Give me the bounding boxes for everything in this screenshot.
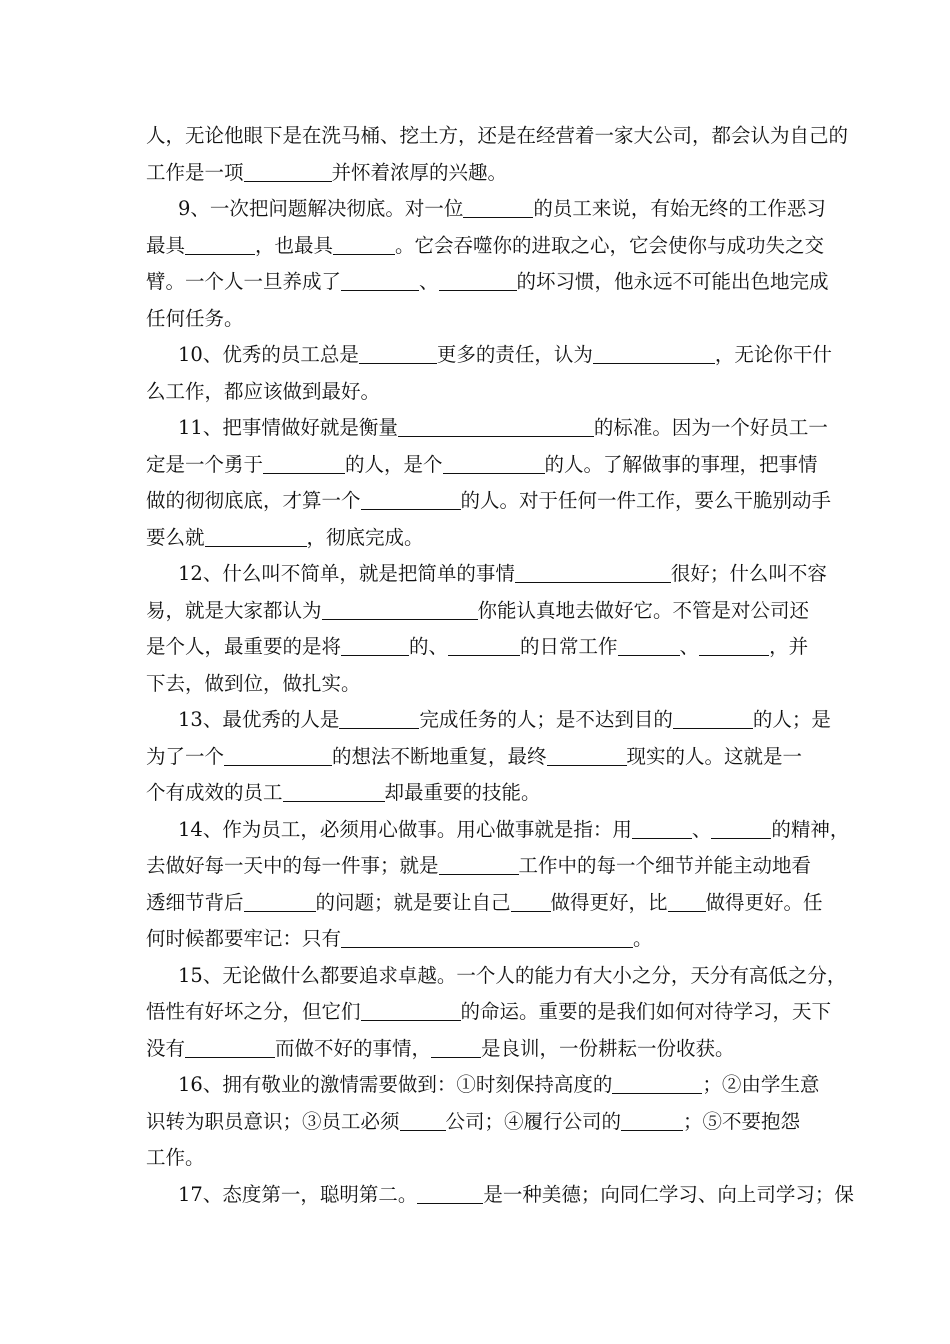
text-segment: 的人。对于任何一件工作，要么干脆别动手 [460, 489, 832, 512]
fill-in-blank [443, 451, 545, 474]
text-segment: 的想法不断地重复，最终 [332, 744, 547, 768]
fill-in-blank [612, 1071, 702, 1094]
fill-in-blank [417, 1181, 483, 1204]
text-segment: 识转为职员意识；③员工必须 [146, 1109, 400, 1133]
text-segment: 10、优秀的员工总是 [178, 343, 359, 366]
text-line [146, 994, 832, 1031]
text-segment: 透细节背后 [146, 890, 244, 914]
text-segment: 你能认真地去做好它。不管是对公司还 [477, 598, 810, 622]
fill-in-blank [341, 925, 633, 948]
text-segment: 而做不好的事情， [275, 1036, 432, 1060]
fill-in-blank [339, 706, 419, 729]
text-line [146, 191, 826, 228]
text-segment: 个有成效的员工 [146, 781, 283, 804]
text-line [146, 410, 828, 447]
fill-in-blank [511, 889, 551, 912]
text-segment: 15、无论做什么都要追求卓越。一个人的能力有大小之分，天分有高低之分， [178, 963, 847, 987]
text-segment: 的命运。重要的是我们如何对待学习，天下 [460, 1000, 832, 1023]
text-segment: ，彻底完成。 [306, 525, 424, 549]
text-segment: 做得更好。任 [705, 890, 823, 914]
fill-in-blank [398, 414, 594, 437]
text-segment: 是个人，最重要的是将 [146, 635, 342, 658]
text-line [146, 337, 832, 374]
text-segment: ；⑤不要抱怨 [683, 1109, 801, 1133]
text-segment: 工作。 [146, 1146, 205, 1169]
text-segment: 的人；是 [752, 708, 831, 731]
text-segment: 人，无论他眼下是在洗马桶、挖土方，还是在经营着一家大公司，都会认为自己的 [146, 124, 849, 147]
fill-in-blank [668, 889, 706, 912]
text-segment: 去做好每一天中的每一件事；就是 [146, 854, 439, 877]
text-line [146, 483, 832, 520]
fill-in-blank [711, 816, 771, 839]
text-segment: 的精神， [771, 817, 850, 841]
text-segment: 么工作，都应该做到最好。 [146, 379, 381, 403]
fill-in-blank [283, 779, 385, 802]
fill-in-blank [439, 852, 519, 875]
text-segment: 悟性有好坏之分，但它们 [146, 1000, 361, 1023]
fill-in-blank [185, 232, 255, 255]
text-line [146, 739, 806, 776]
text-segment: 11、把事情做好就是衡量 [178, 416, 398, 439]
fill-in-blank [361, 998, 461, 1021]
text-line [146, 264, 829, 301]
text-segment: 、 [679, 635, 700, 658]
text-line [146, 848, 812, 885]
text-segment: 9、一次把问题解决彻底。对一位 [178, 197, 464, 220]
text-segment: 为了一个 [146, 744, 225, 768]
text-segment: 。 [633, 927, 653, 950]
text-line [146, 1177, 854, 1214]
text-segment: 却最重要的技能。 [384, 781, 541, 804]
text-line [146, 1104, 806, 1141]
text-segment: 没有 [146, 1036, 186, 1060]
text-line [146, 520, 806, 557]
fill-in-blank [618, 633, 680, 656]
text-segment: 的员工来说，有始无终的工作恶习 [533, 197, 826, 220]
text-segment: 13、最优秀的人是 [178, 708, 340, 731]
text-segment: 并怀着浓厚的兴趣。 [331, 160, 508, 184]
text-segment: 。它会吞噬你的进取之心，它会使你与成功失之交 [395, 233, 825, 257]
fill-in-blank [224, 743, 332, 766]
fill-in-blank [699, 633, 769, 656]
fill-in-blank [333, 232, 395, 255]
text-segment: 12、什么叫不简单，就是把简单的事情 [178, 562, 515, 585]
text-segment: 更多的责任，认为 [436, 343, 593, 366]
text-line [146, 666, 806, 703]
text-segment: ，也最具 [255, 233, 334, 257]
fill-in-blank [244, 889, 316, 912]
text-segment: 做得更好，比 [550, 890, 668, 914]
text-segment: ；②由学生意 [702, 1073, 820, 1096]
text-line [146, 885, 823, 922]
text-segment: 的人。了解做事的事理，把事情 [544, 452, 818, 476]
text-segment: 完成任务的人；是不达到目的 [419, 708, 673, 731]
fill-in-blank [359, 341, 437, 364]
text-line [146, 702, 831, 739]
text-line [146, 118, 849, 155]
text-segment: 任何任务。 [146, 306, 244, 330]
fill-in-blank [547, 743, 627, 766]
text-line [146, 228, 825, 265]
text-line [146, 374, 806, 411]
fill-in-blank [322, 597, 478, 620]
fill-in-blank [244, 159, 332, 182]
fill-in-blank [185, 1035, 275, 1058]
fill-in-blank [431, 1035, 481, 1058]
text-segment: 、 [419, 270, 439, 293]
text-segment: 17、态度第一，聪明第二。 [178, 1182, 418, 1206]
text-segment: 是一种美德；向同仁学习、向上司学习；保 [483, 1182, 854, 1206]
text-segment: 易，就是大家都认为 [146, 598, 322, 622]
text-segment: 何时候都要牢记：只有 [146, 927, 342, 950]
text-line [146, 556, 827, 593]
text-line [146, 775, 806, 812]
fill-in-blank [341, 633, 409, 656]
text-segment: 下去，做到位，做扎实。 [146, 671, 361, 695]
text-line [146, 593, 810, 630]
text-segment: 现实的人。这就是一 [626, 744, 803, 768]
fill-in-blank [673, 706, 753, 729]
text-segment: 是良训，一份耕耘一份收获。 [481, 1036, 735, 1060]
fill-in-blank [448, 633, 520, 656]
text-segment: 、 [691, 817, 712, 841]
text-segment: ，并 [769, 635, 809, 658]
text-line [146, 921, 806, 958]
fill-in-blank [463, 195, 533, 218]
fill-in-blank [205, 524, 307, 547]
text-line [146, 1031, 806, 1068]
text-line [146, 301, 806, 338]
text-segment: 最具 [146, 233, 186, 257]
fill-in-blank [632, 816, 692, 839]
text-segment: 做的彻彻底底，才算一个 [146, 489, 361, 512]
text-segment: 要么就 [146, 525, 205, 549]
text-segment: 定是一个勇于 [146, 452, 264, 476]
text-segment: 的标准。因为一个好员工一 [593, 416, 828, 439]
text-line [146, 1140, 806, 1177]
text-line [146, 1067, 820, 1104]
text-segment: 的日常工作 [520, 635, 618, 658]
fill-in-blank [400, 1108, 446, 1131]
fill-in-blank [439, 268, 517, 291]
text-segment: 很好；什么叫不容 [670, 562, 827, 585]
text-segment: ，无论你干什 [714, 343, 832, 366]
fill-in-blank [515, 560, 671, 583]
text-segment: 14、作为员工，必须用心做事。用心做事就是指：用 [178, 817, 632, 841]
text-segment: 16、拥有敬业的激情需要做到：①时刻保持高度的 [178, 1073, 613, 1096]
text-line [146, 155, 806, 192]
fill-in-blank [341, 268, 419, 291]
text-segment: 臂。一个人一旦养成了 [146, 270, 342, 293]
document-body [146, 118, 854, 1213]
text-line [146, 447, 818, 484]
fill-in-blank [263, 451, 345, 474]
text-segment: 工作中的每一个细节并能主动地看 [518, 854, 812, 877]
text-segment: 工作是一项 [146, 160, 244, 184]
fill-in-blank [593, 341, 715, 364]
text-line [146, 629, 809, 666]
text-segment: 的人，是个 [345, 452, 443, 476]
text-segment: 公司；④履行公司的 [445, 1109, 622, 1133]
text-segment: 的坏习惯，他永远不可能出色地完成 [516, 270, 829, 293]
fill-in-blank [621, 1108, 683, 1131]
text-segment: 的问题；就是要让自己 [315, 890, 511, 914]
text-line [146, 812, 850, 849]
text-line [146, 958, 847, 995]
fill-in-blank [361, 487, 461, 510]
text-segment: 的、 [409, 635, 449, 658]
